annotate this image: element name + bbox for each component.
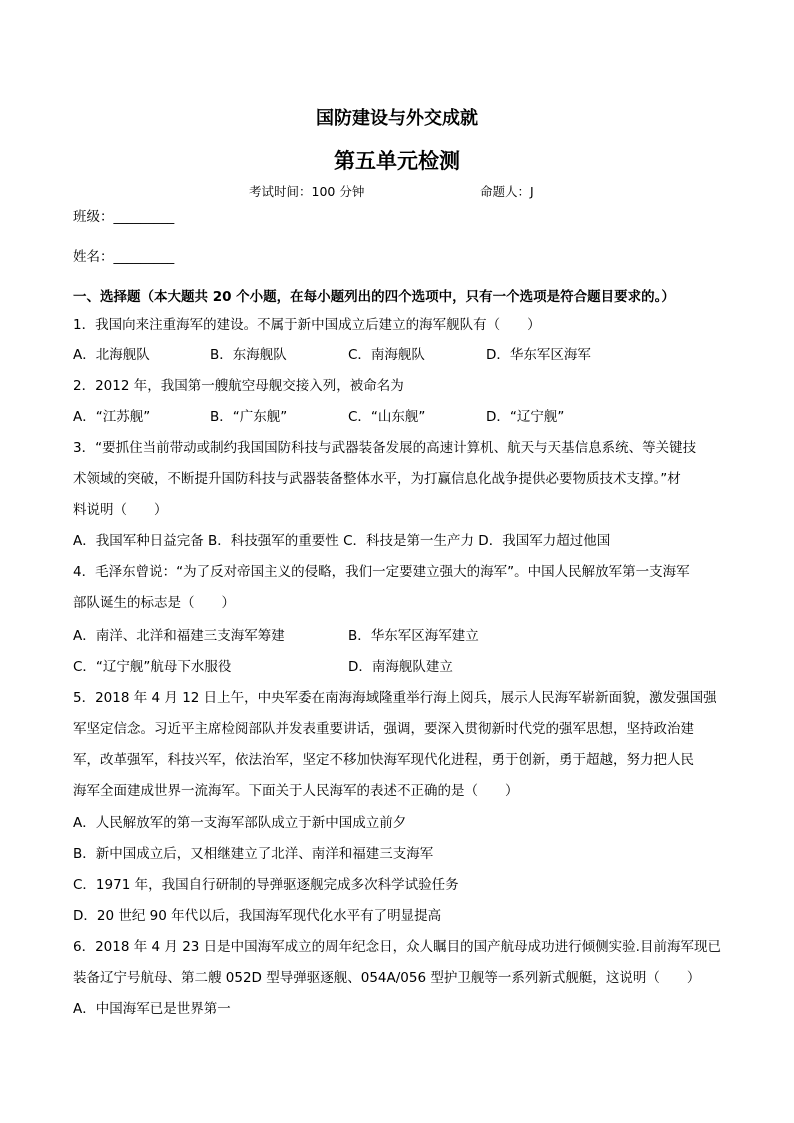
q5-option-d: D．20 世纪 90 年代以后，我国海军现代化水平有了明显提高 bbox=[73, 908, 442, 924]
question-5-stem-line4: 海军全面建成世界一流海军。下面关于人民海军的表述不正确的是（ ） bbox=[73, 783, 519, 799]
q2-option-b: B．“广东舰” bbox=[210, 409, 288, 425]
exam-author: 命题人：J bbox=[480, 184, 534, 199]
question-2-stem: 2．2012 年，我国第一艘航空母舰交接入列，被命名为 bbox=[73, 378, 404, 394]
question-5-stem-line3: 军，改革强军，科技兴军，依法治军，坚定不移加快海军现代化进程，勇于创新，勇于超越，努力把人民 bbox=[73, 752, 694, 768]
q2-option-a: A．“江苏舰” bbox=[73, 409, 151, 425]
q6-option-a: A．中国海军已是世界第一 bbox=[73, 1001, 231, 1017]
question-6-stem-line2: 装备辽宁号航母、第二艘 052D 型导弹驱逐舰、054A/056 型护卫舰等一系列新式舰艇，这说明（ ） bbox=[73, 970, 701, 986]
q1-option-c: C．南海舰队 bbox=[348, 347, 425, 363]
question-5-stem-line1: 5．2018 年 4 月 12 日上午，中央军委在南海海域隆重举行海上阅兵，展示人民海军崭新面貌，激发强国强 bbox=[73, 690, 717, 706]
q4-option-b: B．华东军区海军建立 bbox=[348, 628, 479, 644]
q4-option-a: A．南洋、北洋和福建三支海军筹建 bbox=[73, 628, 285, 644]
question-5-stem-line2: 军坚定信念。习近平主席检阅部队并发表重要讲话，强调，要深入贯彻新时代党的强军思想，坚持政治建 bbox=[73, 721, 694, 737]
section-header: 一、选择题（本大题共 20 个小题，在每小题列出的四个选项中，只有一个选项是符合题目要求的。） bbox=[73, 289, 675, 305]
q5-option-c: C．1971 年，我国自行研制的导弹驱逐舰完成多次科学试验任务 bbox=[73, 877, 459, 893]
question-3-stem-line1: 3．“要抓住当前带动或制约我国国防科技与武器装备发展的高速计算机、航天与天基信息系统、等关键技 bbox=[73, 440, 697, 456]
question-6-stem-line1: 6．2018 年 4 月 23 日是中国海军成立的周年纪念日，众人瞩目的国产航母成功进行倾侧实验.目前海军现已 bbox=[73, 939, 721, 955]
exam-time: 考试时间：100 分钟 bbox=[249, 184, 365, 199]
question-4-stem-line1: 4．毛泽东曾说：“为了反对帝国主义的侵略，我们一定要建立强大的海军”。中国人民解放军第一支海军 bbox=[73, 564, 690, 580]
page-subtitle: 第五单元检测 bbox=[334, 149, 460, 173]
q1-option-d: D．华东军区海军 bbox=[486, 347, 591, 363]
question-4-stem-line2: 部队诞生的标志是（ ） bbox=[73, 595, 235, 611]
name-field[interactable]: 姓名：_________ bbox=[73, 249, 175, 265]
page-title: 国防建设与外交成就 bbox=[316, 108, 478, 129]
q5-option-b: B．新中国成立后，又相继建立了北洋、南洋和福建三支海军 bbox=[73, 846, 434, 862]
q4-option-d: D．南海舰队建立 bbox=[348, 659, 453, 675]
q1-option-b: B．东海舰队 bbox=[210, 347, 287, 363]
question-3-stem-line3: 料说明（ ） bbox=[73, 502, 168, 518]
class-field[interactable]: 班级：_________ bbox=[73, 209, 175, 225]
q2-option-c: C．“山东舰” bbox=[348, 409, 426, 425]
q1-option-a: A．北海舰队 bbox=[73, 347, 150, 363]
q4-option-c: C．“辽宁舰”航母下水服役 bbox=[73, 659, 232, 675]
q3-options: A．我国军种日益完备 B．科技强军的重要性 C．科技是第一生产力 D．我国军力超过他国 bbox=[73, 533, 611, 549]
question-1-stem: 1．我国向来注重海军的建设。不属于新中国成立后建立的海军舰队有（ ） bbox=[73, 317, 541, 333]
question-3-stem-line2: 术领域的突破，不断提升国防科技与武器装备整体水平，为打赢信息化战争提供必要物质技术支撑。”材 bbox=[73, 471, 681, 487]
q5-option-a: A．人民解放军的第一支海军部队成立于新中国成立前夕 bbox=[73, 815, 407, 831]
q2-option-d: D．“辽宁舰” bbox=[486, 409, 565, 425]
